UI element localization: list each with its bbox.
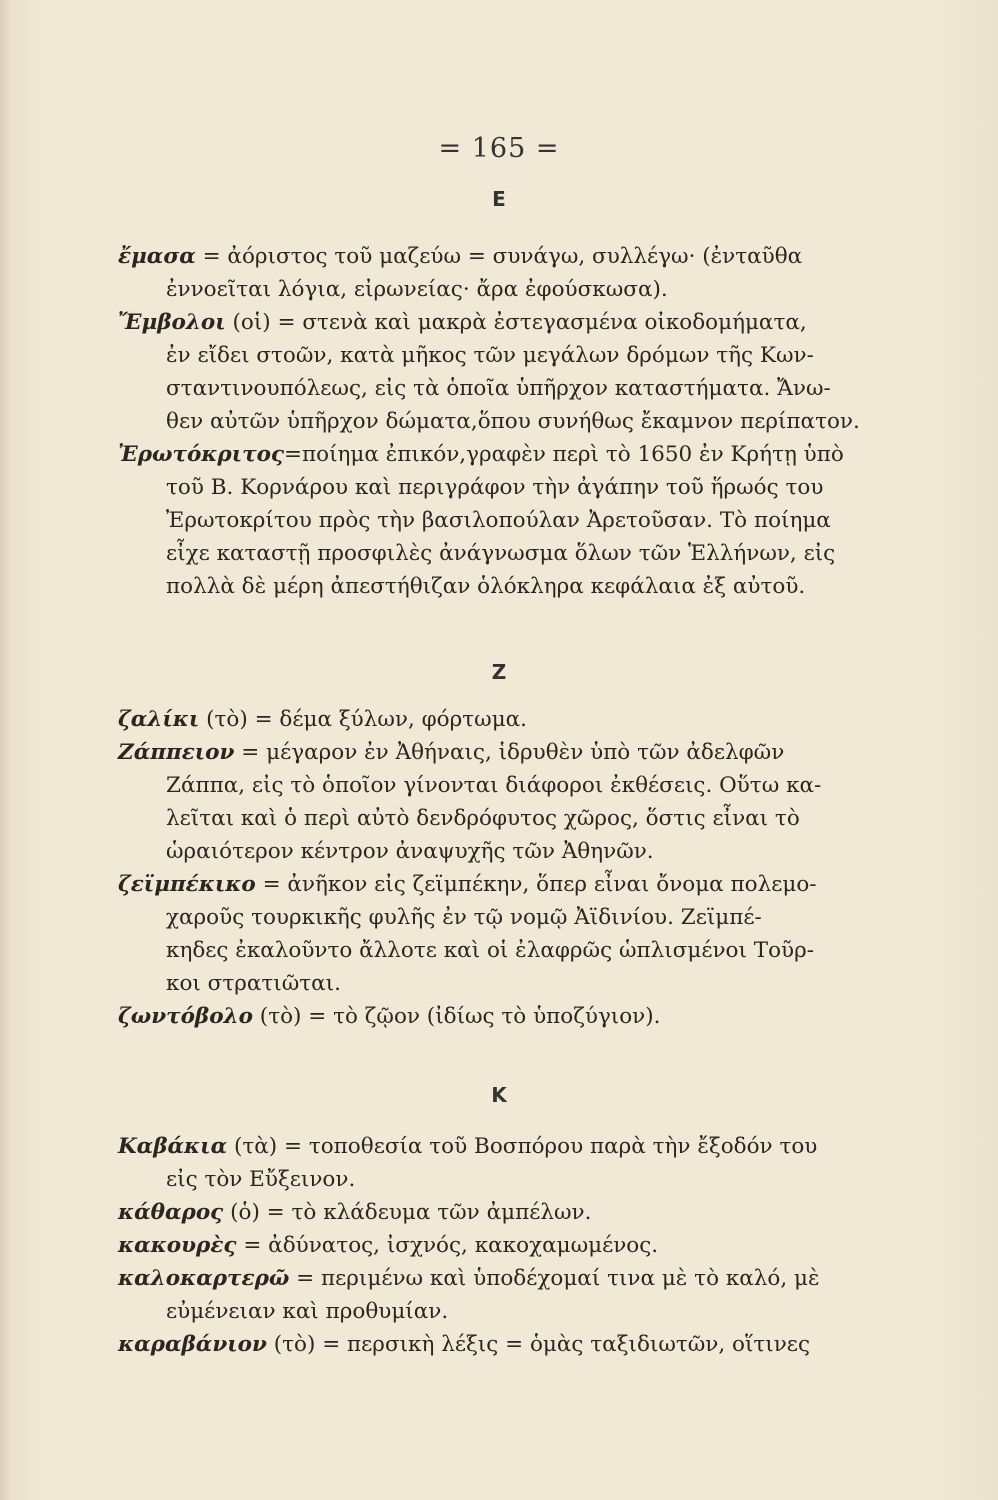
entry-text: = περιμένω καὶ ὑποδέχομαί τινα μὲ τὸ καλό, μὲ	[289, 1266, 820, 1291]
entry-text: (τὰ) = τοποθεσία τοῦ Βοσπόρου παρὰ τὴν ἔξοδόν του	[227, 1134, 818, 1159]
dictionary-entry	[118, 306, 870, 438]
dictionary-entry	[118, 438, 870, 603]
entry-text: = μέγαρον ἐν Ἀθήναις, ἱδρυθὲν ὑπὸ τῶν ἀδελφῶν	[234, 740, 785, 765]
entry-text: (ὁ) = τὸ κλάδευμα τῶν ἀμπέλων.	[223, 1200, 592, 1225]
entry-headword: καραβάνιον	[118, 1332, 267, 1357]
entry-text: = ἀόριστος τοῦ μαζεύω = συνάγω, συλλέγω· (ἐνταῦθα	[195, 244, 803, 269]
dictionary-entry	[118, 703, 870, 736]
entry-text: =ποίημα ἐπικόν,γραφὲν περὶ τὸ 1650 ἐν Κρήτῃ ὑπὸ	[284, 442, 844, 467]
entry-text: (τὸ) = τὸ ζῷον (ἰδίως τὸ ὑποζύγιον).	[252, 1004, 661, 1029]
section-letter-k: K	[491, 1083, 507, 1107]
entry-text: θεν αὐτῶν ὑπῆρχον δώματα,ὅπου συνήθως ἔκαμνον περίπατον.	[166, 409, 860, 434]
entry-headword: καλοκαρτερῶ	[118, 1266, 290, 1291]
entry-headword: Ζάππειον	[118, 740, 235, 765]
entry-text: (τὸ) = περσικὴ λέξις = ὁμὰς ταξιδιωτῶν, οἵτινες	[266, 1332, 810, 1357]
entry-text: Ἐρωτοκρίτου πρὸς τὴν βασιλοπούλαν Ἀρετοῦσαν. Τὸ ποίημα	[166, 508, 831, 533]
entry-text: = ἀδύνατος, ἰσχνός, κακοχαμωμένος.	[236, 1233, 659, 1258]
entry-headword: ζωντόβολο	[118, 1004, 253, 1029]
entry-text: ὡραιότερον κέντρον ἀναψυχῆς τῶν Ἀθηνῶν.	[166, 839, 654, 864]
section-letter-z: Z	[491, 660, 507, 684]
entry-text: (τὸ) = δέμα ξύλων, φόρτωμα.	[199, 707, 528, 732]
dictionary-entry	[118, 1196, 870, 1229]
entry-text: ἐννοεῖται λόγια, εἰρωνείας· ἄρα ἐφούσκωσα).	[166, 277, 668, 302]
entry-text: σταντινουπόλεως, εἰς τὰ ὁποῖα ὑπῆρχον καταστήματα. Ἄνω-	[166, 376, 831, 401]
entry-headword: κακουρὲς	[118, 1233, 237, 1258]
entry-text: εἰς τὸν Εὔξεινον.	[166, 1167, 356, 1192]
dictionary-entry	[118, 1262, 870, 1328]
dictionary-entry	[118, 736, 870, 868]
entry-text: τοῦ Β. Κορνάρου καὶ περιγράφον τὴν ἀγάπην τοῦ ἥρωός του	[166, 475, 824, 500]
entry-text: ἐν εἴδει στοῶν, κατὰ μῆκος τῶν μεγάλων δρόμων τῆς Κων-	[166, 343, 814, 368]
dictionary-entry	[118, 868, 870, 1000]
dictionary-entry	[118, 1229, 870, 1262]
entry-text: κοι στρατιῶται.	[166, 971, 341, 996]
section-e-entries	[118, 240, 870, 603]
entry-text: εἶχε καταστῇ προσφιλὲς ἀνάγνωσμα ὅλων τῶν Ἑλλήνων, εἰς	[166, 541, 836, 566]
entry-headword: Ἐρωτόκριτος	[118, 442, 285, 467]
entry-headword: ἔμασα	[118, 244, 196, 269]
page-number: = 165 =	[438, 133, 560, 164]
dictionary-entry	[118, 1130, 870, 1196]
entry-text: (οἱ) = στενὰ καὶ μακρὰ ἐστεγασμένα οἰκοδομήματα,	[225, 310, 807, 335]
entry-headword: ζαλίκι	[118, 707, 200, 732]
dictionary-entry	[118, 1000, 870, 1033]
entry-headword: Ἔμβολοι	[118, 310, 226, 335]
entry-text: χαροῦς τουρκικῆς φυλῆς ἐν τῷ νομῷ Ἀϊδινίου. Ζεϊμπέ-	[166, 905, 762, 930]
entry-text: Ζάππα, εἰς τὸ ὁποῖον γίνονται διάφοροι ἐκθέσεις. Οὕτω κα-	[166, 773, 822, 798]
section-letter-e: E	[492, 187, 506, 211]
entry-headword: κάθαρος	[118, 1200, 224, 1225]
entry-text: πολλὰ δὲ μέρη ἀπεστήθιζαν ὁλόκληρα κεφάλαια ἐξ αὐτοῦ.	[166, 574, 806, 599]
entry-text: λεῖται καὶ ὁ περὶ αὐτὸ δενδρόφυτος χῶρος, ὅστις εἶναι τὸ	[166, 806, 800, 831]
dictionary-entry	[118, 240, 870, 306]
section-k-entries	[118, 1130, 870, 1361]
section-z-entries	[118, 703, 870, 1033]
entry-text: εὐμένειαν καὶ προθυμίαν.	[166, 1299, 449, 1324]
entry-text: κηδες ἐκαλοῦντο ἄλλοτε καὶ οἱ ἐλαφρῶς ὡπλισμένοι Τοῦρ-	[166, 938, 814, 963]
dictionary-entry	[118, 1328, 870, 1361]
entry-headword: ζεϊμπέκικο	[118, 872, 256, 897]
entry-headword: Καβάκια	[118, 1134, 228, 1159]
entry-text: = ἀνῆκον εἰς ζεϊμπέκην, ὅπερ εἶναι ὄνομα πολεμο-	[255, 872, 817, 897]
